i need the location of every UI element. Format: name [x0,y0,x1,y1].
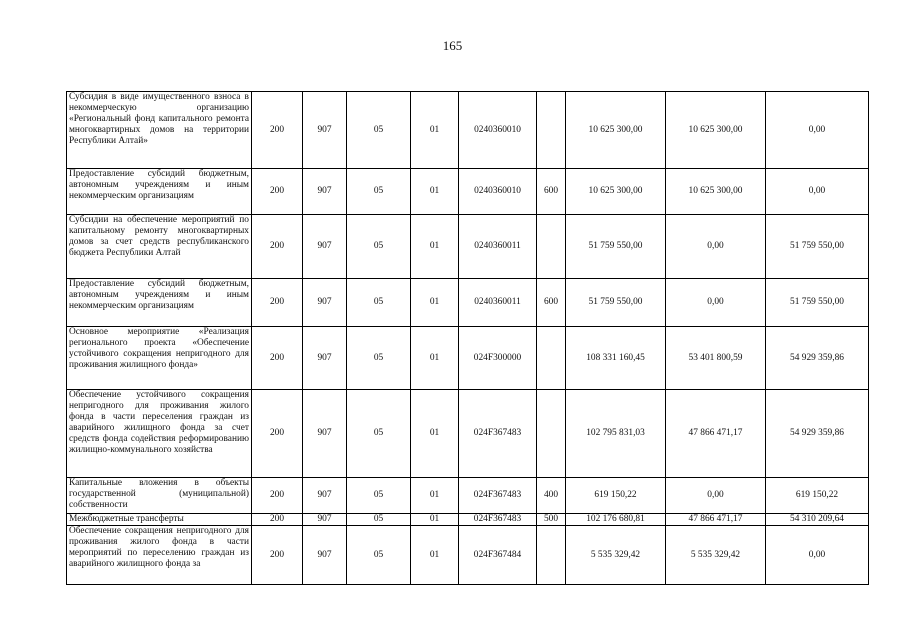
target-code-cell: 024F367484 [459,526,537,585]
section-code-cell: 05 [347,478,411,514]
amount-cell-1: 51 759 550,00 [566,279,666,327]
row-name: Предоставление субсидий бюджетным, автономным учреждениям и иным некоммерческим организациям [67,169,252,215]
target-code-cell: 0240360010 [459,92,537,169]
amount-cell-1: 108 331 160,45 [566,327,666,390]
subsection-code-cell: 01 [411,169,459,215]
target-code-cell: 024F367483 [459,514,537,526]
amount-cell-1: 102 176 680,81 [566,514,666,526]
amount-cell-3: 54 310 209,64 [766,514,869,526]
amount-cell-3: 0,00 [766,526,869,585]
target-code-cell: 0240360011 [459,215,537,279]
row-name: Основное мероприятие «Реализация регионального проекта «Обеспечение устойчивого сокращения непригодного для проживания жилищного фонда» [67,327,252,390]
subsection-code-cell: 01 [411,514,459,526]
amount-cell-3: 0,00 [766,92,869,169]
subsection-code-cell: 01 [411,92,459,169]
amount-cell-1: 51 759 550,00 [566,215,666,279]
page-number: 165 [442,38,463,53]
section-code-cell: 05 [347,169,411,215]
amount-cell-1: 102 795 831,03 [566,390,666,478]
subsection-code-cell: 01 [411,327,459,390]
amount-cell-1: 619 150,22 [566,478,666,514]
table-row [67,92,869,169]
admin-code-cell: 200 [252,526,303,585]
row-name: Обеспечение устойчивого сокращения непригодного для проживания жилого фонда в части переселения граждан из аварийного жилищного фонда за счет средств фонда содействия реформированию жилищно-коммунального хозяйства [67,390,252,478]
ministry-code-cell: 907 [303,169,347,215]
row-name: Субсидия в виде имущественного взноса в некоммерческую организацию «Региональный фонд капитального ремонта многоквартирных домов на территории Республики Алтай» [67,92,252,169]
target-code-cell: 024F367483 [459,390,537,478]
ministry-code-cell: 907 [303,215,347,279]
amount-cell-2: 10 625 300,00 [666,169,766,215]
row-name: Предоставление субсидий бюджетным, автономным учреждениям и иным некоммерческим организациям [67,279,252,327]
amount-cell-3: 619 150,22 [766,478,869,514]
budget-table [66,91,869,585]
amount-cell-2: 53 401 800,59 [666,327,766,390]
amount-cell-2: 0,00 [666,478,766,514]
row-name: Обеспечение сокращения непригодного для проживания жилого фонда в части мероприятий по переселению граждан из аварийного жилищного фонда за [67,526,252,585]
table-row [67,279,869,327]
amount-cell-2: 47 866 471,17 [666,390,766,478]
amount-cell-1: 5 535 329,42 [566,526,666,585]
ministry-code-cell: 907 [303,390,347,478]
admin-code-cell: 200 [252,215,303,279]
target-code-cell: 0240360011 [459,279,537,327]
ministry-code-cell: 907 [303,526,347,585]
admin-code-cell: 200 [252,390,303,478]
target-code-cell: 024F367483 [459,478,537,514]
ministry-code-cell: 907 [303,327,347,390]
amount-cell-3: 51 759 550,00 [766,279,869,327]
ministry-code-cell: 907 [303,279,347,327]
section-code-cell: 05 [347,92,411,169]
ministry-code-cell: 907 [303,92,347,169]
admin-code-cell: 200 [252,327,303,390]
subsection-code-cell: 01 [411,478,459,514]
table-row [67,327,869,390]
table-row [67,215,869,279]
admin-code-cell: 200 [252,478,303,514]
expense-type-cell: 600 [537,169,566,215]
subsection-code-cell: 01 [411,526,459,585]
target-code-cell: 024F300000 [459,327,537,390]
expense-type-cell: 600 [537,279,566,327]
expense-type-cell [537,327,566,390]
amount-cell-3: 0,00 [766,169,869,215]
amount-cell-2: 5 535 329,42 [666,526,766,585]
amount-cell-2: 47 866 471,17 [666,514,766,526]
table-row [67,514,869,526]
subsection-code-cell: 01 [411,215,459,279]
amount-cell-3: 54 929 359,86 [766,327,869,390]
amount-cell-1: 10 625 300,00 [566,92,666,169]
amount-cell-2: 10 625 300,00 [666,92,766,169]
section-code-cell: 05 [347,279,411,327]
admin-code-cell: 200 [252,92,303,169]
expense-type-cell: 400 [537,478,566,514]
admin-code-cell: 200 [252,169,303,215]
admin-code-cell: 200 [252,514,303,526]
expense-type-cell [537,215,566,279]
amount-cell-2: 0,00 [666,215,766,279]
subsection-code-cell: 01 [411,279,459,327]
amount-cell-3: 51 759 550,00 [766,215,869,279]
section-code-cell: 05 [347,215,411,279]
section-code-cell: 05 [347,526,411,585]
row-name: Межбюджетные трансферты [67,514,252,526]
expense-type-cell [537,92,566,169]
expense-type-cell [537,390,566,478]
table-body [67,92,869,585]
table-row [67,478,869,514]
expense-type-cell [537,526,566,585]
amount-cell-2: 0,00 [666,279,766,327]
section-code-cell: 05 [347,390,411,478]
subsection-code-cell: 01 [411,390,459,478]
section-code-cell: 05 [347,514,411,526]
section-code-cell: 05 [347,327,411,390]
table-row [67,526,869,585]
ministry-code-cell: 907 [303,478,347,514]
ministry-code-cell: 907 [303,514,347,526]
table-row [67,169,869,215]
target-code-cell: 0240360010 [459,169,537,215]
row-name: Капитальные вложения в объекты государственной (муниципальной) собственности [67,478,252,514]
amount-cell-1: 10 625 300,00 [566,169,666,215]
amount-cell-3: 54 929 359,86 [766,390,869,478]
expense-type-cell: 500 [537,514,566,526]
admin-code-cell: 200 [252,279,303,327]
row-name: Субсидии на обеспечение мероприятий по капитальному ремонту многоквартирных домов за счет средств республиканского бюджета Республики Алтай [67,215,252,279]
table-row [67,390,869,478]
